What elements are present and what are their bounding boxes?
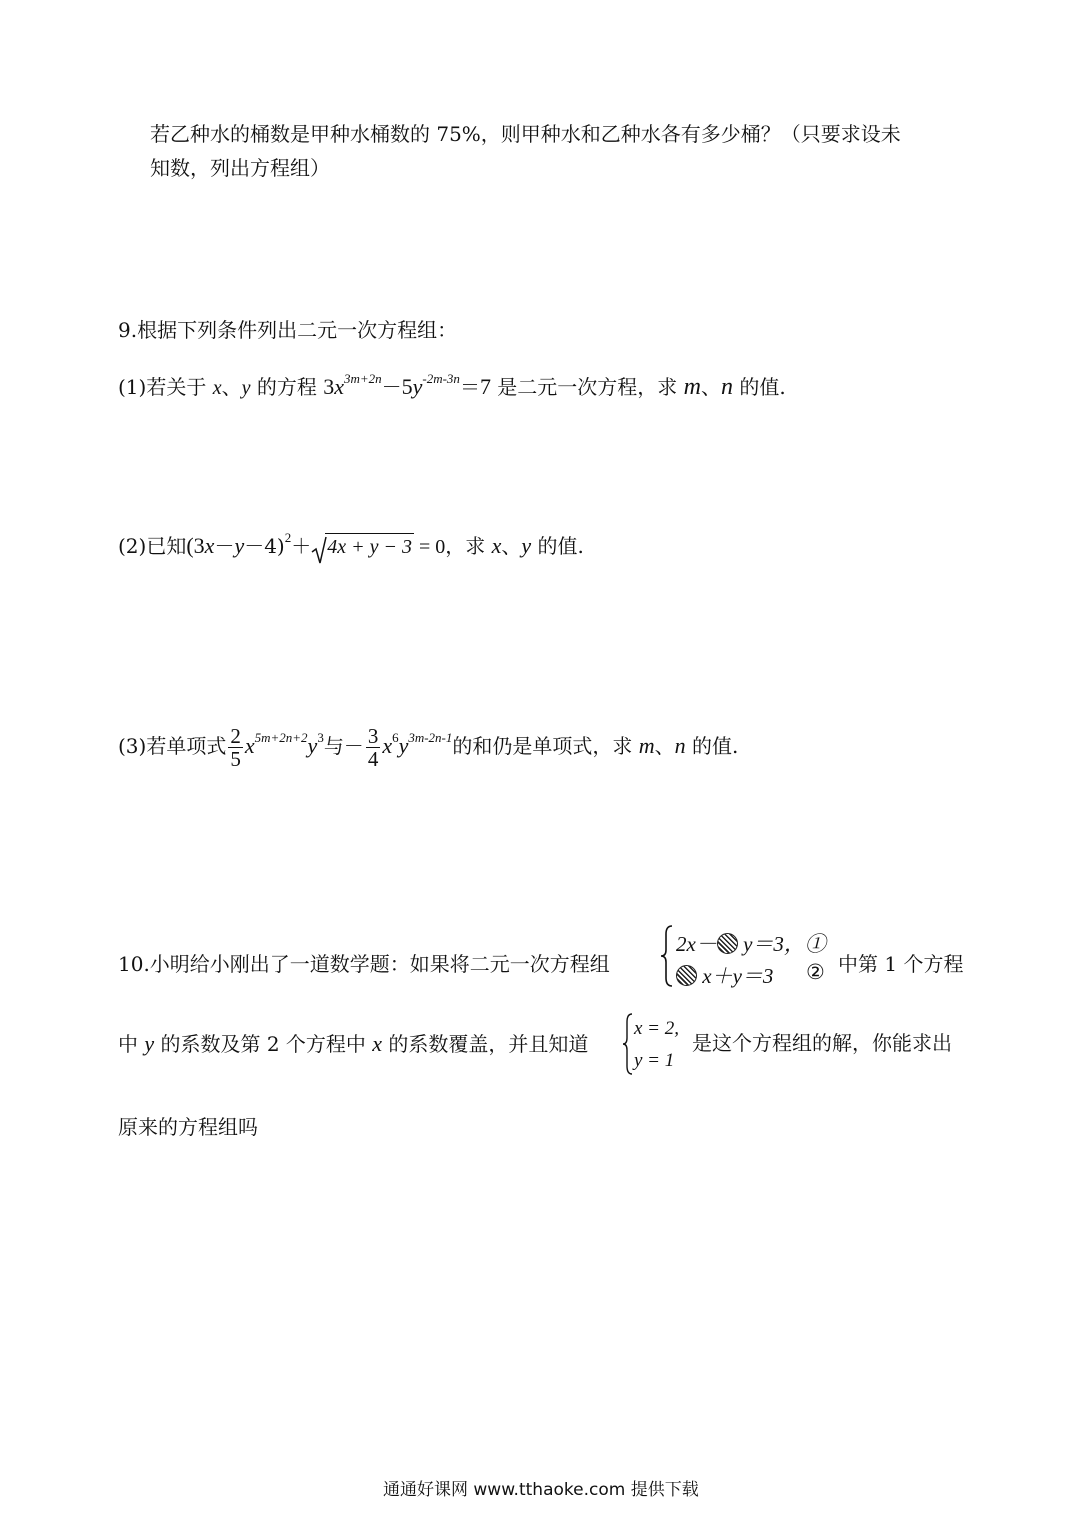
square-root — [311, 537, 414, 557]
equation-system — [660, 924, 835, 988]
exponent-y: 3m-2n-1 — [408, 730, 453, 745]
fraction-numerator: 2 — [230, 723, 241, 748]
text-c: 的系数覆盖，并且知道 — [382, 1032, 589, 1056]
part-2-label: (2)已知 — [118, 534, 187, 558]
exponent-y: 3 — [317, 730, 324, 745]
var-y: y — [241, 377, 251, 399]
system-equation-2 — [676, 960, 825, 990]
problem-10-line-2-tail: 是这个方程组的解，你能求出 — [692, 1031, 952, 1055]
rhs-7: 7 — [479, 374, 491, 399]
exponent-x: 6 — [392, 730, 399, 745]
part-1-label: (1)若关于 — [118, 375, 213, 399]
problem-10-line-3: 原来的方程组吗 — [118, 1115, 258, 1139]
radical-icon — [311, 535, 327, 565]
var-y: y — [144, 1031, 155, 1056]
separator: 、 — [701, 375, 721, 399]
equation-2-body: x＋y＝3 — [702, 964, 774, 988]
exponent-x: 5m+2n+2 — [254, 730, 308, 745]
fraction-numerator: 3 — [367, 723, 379, 748]
separator: 、 — [221, 375, 242, 399]
var-x: x — [204, 533, 215, 558]
equation-1-tail: y＝3，① — [743, 932, 826, 956]
var-n: n — [674, 733, 686, 758]
text-end: 的值. — [531, 534, 584, 558]
var-y: y — [398, 733, 409, 758]
var-x: x — [244, 733, 255, 758]
var-m: m — [683, 374, 701, 400]
text-tail: 是二元一次方程，求 — [490, 375, 684, 399]
page-footer: 通通好课网 www.tthaoke.com 提供下载 — [383, 1480, 699, 1500]
var-x: x — [334, 374, 344, 399]
solution-x: x = 2, — [634, 1018, 680, 1039]
left-brace-icon — [660, 924, 674, 988]
fraction-two-fifths — [228, 725, 243, 770]
exponent-2: -2m-3n — [422, 371, 460, 386]
radicand: 4x + y − 3 — [325, 533, 414, 558]
coef-3: 3 — [323, 374, 335, 399]
part-3-label: (3)若单项式 — [118, 734, 227, 758]
equation-2-marker: ② — [806, 960, 825, 984]
problem-10-line-1-tail: 中第 1 个方程 — [838, 952, 964, 976]
problem-10-line-2 — [118, 1033, 588, 1055]
var-y: y — [307, 733, 318, 758]
equation-1-head: 2x－ — [676, 932, 717, 956]
solution-system — [622, 1012, 692, 1076]
fraction-denominator: 4 — [367, 747, 379, 771]
fraction-three-quarters — [366, 725, 381, 770]
problem-9-part-3 — [118, 710, 739, 771]
var-x: x — [491, 533, 502, 558]
var-n: n — [721, 374, 733, 400]
square-exponent: 2 — [284, 530, 292, 545]
text-a: 中 — [118, 1032, 145, 1056]
covered-coefficient-icon — [676, 965, 697, 986]
left-brace-icon — [622, 1012, 634, 1076]
plus-sign: ＋ — [291, 534, 312, 558]
equals-zero: = 0 — [413, 536, 446, 558]
var-x: x — [382, 733, 393, 758]
expr-open: (3 — [186, 533, 205, 558]
text-with: 与－ — [323, 734, 364, 758]
minus-sign: － — [381, 375, 402, 399]
problem-9-part-2 — [118, 531, 584, 557]
var-m: m — [638, 733, 655, 758]
solution-y: y = 1 — [634, 1050, 675, 1071]
text-b: 的系数及第 2 个方程中 — [154, 1032, 373, 1056]
covered-coefficient-icon — [717, 933, 738, 954]
separator: 、 — [654, 734, 675, 758]
minus-sign: － — [214, 534, 235, 558]
equals-sign: ＝ — [459, 375, 480, 399]
exponent-1: 3m+2n — [343, 371, 382, 386]
problem-9-title: 9.根据下列条件列出二元一次方程组： — [118, 318, 458, 342]
fraction-denominator: 5 — [230, 747, 241, 771]
text-tail: ，求 — [445, 534, 492, 558]
var-x: x — [212, 377, 222, 399]
separator: 、 — [501, 534, 522, 558]
problem-8-line-1: 若乙种水的桶数是甲种水桶数的 75%，则甲种水和乙种水各有多少桶？（只要求设未 — [150, 122, 901, 146]
text-tail: 的和仍是单项式，求 — [452, 734, 639, 758]
text-end: 的值. — [685, 734, 739, 758]
problem-10-line-1: 10.小明给小刚出了一道数学题：如果将二元一次方程组 — [118, 952, 610, 976]
text-mid: 的方程 — [250, 375, 324, 399]
text-end: 的值. — [733, 375, 786, 399]
coef-5: 5 — [401, 374, 413, 399]
problem-9-part-1 — [118, 372, 786, 399]
var-x: x — [372, 1031, 383, 1056]
var-y: y — [234, 533, 245, 558]
problem-8-line-2: 知数，列出方程组） — [150, 156, 330, 180]
var-y: y — [521, 533, 532, 558]
system-equation-1 — [676, 928, 826, 958]
var-y: y — [412, 374, 423, 399]
minus-four: －4) — [244, 534, 285, 558]
